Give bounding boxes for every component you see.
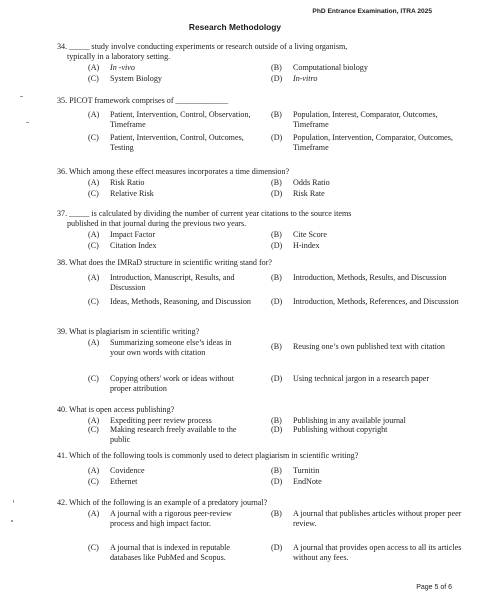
scan-mark [13,500,14,503]
question-stem: 36. Which among these effect measures incorporates a time dimension? [57,167,290,176]
option-a: (A) Impact Factor [88,230,156,239]
option-d: (D) Publishing without copyright [271,425,388,434]
option-d: (D) Introduction, Methods, References, and Discussion [271,297,459,306]
question-38 [57,258,467,325]
question-36 [57,167,467,200]
scan-mark [26,122,29,123]
question-35 [57,96,467,162]
section-title: Research Methodology [188,22,282,32]
option-c: (C) Ethernet [88,477,138,486]
question-37 [57,209,467,252]
question-stem: 35. PICOT framework comprises of _____________ [57,96,229,105]
option-b: (B) Population, Interest, Comparator, Outcomes, Timeframe [271,110,438,129]
option-a: (A) In -vivo [88,63,135,72]
option-a: (A) Expediting peer review process [88,416,212,425]
option-a: (A) Summarizing someone else’s ideas in your own words with citation [88,338,232,357]
option-a: (A) Covidence [88,466,145,475]
question-39 [57,327,467,402]
option-d: (D) In-vitro [271,74,318,83]
option-d: (D) A journal that provides open access to all its articles without any fees. [271,543,462,562]
option-d: (D) Using technical jargon in a research paper [271,374,430,383]
option-c: (C) Making research freely available to the public [88,425,237,444]
option-d: (D) Population, Intervention, Comparator, Outcomes, Timeframe [271,133,453,152]
option-b: (B) Introduction, Methods, Results, and Discussion [271,273,447,282]
option-c: (C) Relative Risk [88,189,154,198]
option-d: (D) EndNote [271,477,322,486]
option-a: (A) Patient, Intervention, Control, Observation, Timeframe [88,110,251,129]
option-b: (B) A journal that publishes articles without proper peer review. [271,509,462,528]
option-a: (A) A journal with a rigorous peer-review process and high impact factor. [88,509,232,528]
option-b: (B) Computational biology [271,63,368,72]
question-stem: 37. _____ is calculated by dividing the number of current year citations to the source items [57,209,352,218]
option-d: (D) Risk Rate [271,189,325,198]
option-b: (B) Cite Score [271,230,327,239]
option-c: (C) Copying others' work or ideas without proper attribution [88,374,234,393]
option-b: (B) Reusing one’s own published text with citation [271,342,445,351]
question-40 [57,405,467,446]
question-stem: 41. Which of the following tools is commonly used to detect plagiarism in scientific writing? [57,451,359,460]
option-c: (C) System Biology [88,74,162,83]
question-41 [57,451,467,490]
option-a: (A) Risk Ratio [88,178,145,187]
option-c: (C) A journal that is indexed in reputable databases like PubMed and Scopus. [88,543,231,562]
page-number: Page 5 of 6 [416,584,452,591]
question-stem: 34. _____ study involve conducting experiments or research outside of a living organism, [57,42,348,51]
option-c: (C) Citation Index [88,241,157,250]
exam-header: PhD Entrance Examination, ITRA 2025 [312,8,432,15]
scan-mark [11,520,13,522]
question-stem: 42. Which of the following is an example of a predatory journal? [57,498,268,507]
option-c: (C) Patient, Intervention, Control, Outcomes, Testing [88,133,244,152]
question-42 [57,498,467,581]
question-stem-cont: typically in a laboratory setting. [67,52,171,61]
option-a: (A) Introduction, Manuscript, Results, and Discussion [88,273,235,292]
question-34 [57,42,467,85]
option-c: (C) Ideas, Methods, Reasoning, and Discussion [88,297,251,306]
option-d: (D) H-index [271,241,320,250]
scan-mark [20,96,23,97]
option-b: (B) Turnitin [271,466,320,475]
option-b: (B) Publishing in any available journal [271,416,406,425]
question-stem: 40. What is open access publishing? [57,405,175,414]
question-stem: 38. What does the IMRaD structure in scientific writing stand for? [57,258,272,267]
question-stem: 39. What is plagiarism in scientific writing? [57,327,200,336]
question-stem-cont: published in that journal during the previous two years. [67,219,247,228]
option-b: (B) Odds Ratio [271,178,330,187]
